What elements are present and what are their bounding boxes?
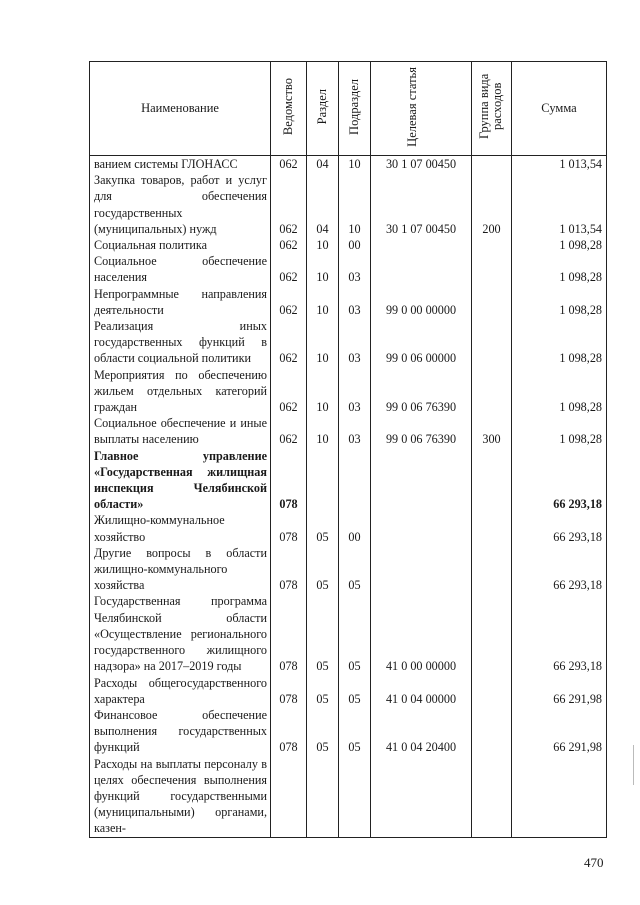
row-celevaya-statya bbox=[371, 512, 472, 544]
row-gruppa-vida-rashodov bbox=[472, 593, 512, 674]
row-celevaya-statya: 99 0 00 00000 bbox=[371, 286, 472, 318]
row-celevaya-statya: 99 0 06 76390 bbox=[371, 415, 472, 447]
row-razdel: 04 bbox=[307, 172, 339, 237]
row-podrazdel: 03 bbox=[339, 253, 371, 285]
row-gruppa-vida-rashodov bbox=[472, 286, 512, 318]
row-razdel: 10 bbox=[307, 286, 339, 318]
row-razdel: 05 bbox=[307, 593, 339, 674]
table-row bbox=[90, 707, 607, 756]
row-razdel: 10 bbox=[307, 367, 339, 416]
row-podrazdel: 00 bbox=[339, 237, 371, 253]
row-vedomstvo: 062 bbox=[271, 367, 307, 416]
row-podrazdel: 10 bbox=[339, 156, 371, 173]
row-razdel: 10 bbox=[307, 253, 339, 285]
table-row bbox=[90, 756, 607, 838]
row-gruppa-vida-rashodov bbox=[472, 756, 512, 838]
row-podrazdel bbox=[339, 448, 371, 513]
row-celevaya-statya: 41 0 00 00000 bbox=[371, 593, 472, 674]
row-razdel: 05 bbox=[307, 545, 339, 594]
row-podrazdel: 00 bbox=[339, 512, 371, 544]
row-celevaya-statya: 99 0 06 76390 bbox=[371, 367, 472, 416]
table-row bbox=[90, 512, 607, 544]
table-row bbox=[90, 237, 607, 253]
row-name: ванием системы ГЛОНАСС bbox=[90, 156, 271, 173]
row-name: Непрограммные направления деятельности bbox=[90, 286, 271, 318]
header-name: Наименование bbox=[90, 62, 271, 156]
table-row bbox=[90, 593, 607, 674]
page-number: 470 bbox=[584, 855, 604, 870]
row-summa: 1 013,54 bbox=[512, 156, 607, 173]
row-podrazdel: 10 bbox=[339, 172, 371, 237]
row-vedomstvo bbox=[271, 756, 307, 838]
table-row bbox=[90, 172, 607, 237]
row-vedomstvo: 078 bbox=[271, 593, 307, 674]
row-gruppa-vida-rashodov bbox=[472, 675, 512, 707]
scan-margin-mark bbox=[633, 745, 634, 785]
row-name: Государственная программа Челябинской области «Осуществление регионального государственного жилищного надзора» на 2017–2019 годы bbox=[90, 593, 271, 674]
row-gruppa-vida-rashodov bbox=[472, 318, 512, 367]
row-vedomstvo: 062 bbox=[271, 172, 307, 237]
row-summa: 1 013,54 bbox=[512, 172, 607, 237]
row-summa: 1 098,28 bbox=[512, 286, 607, 318]
row-vedomstvo: 062 bbox=[271, 253, 307, 285]
row-celevaya-statya: 41 0 04 00000 bbox=[371, 675, 472, 707]
table-body bbox=[90, 156, 607, 838]
row-celevaya-statya bbox=[371, 253, 472, 285]
row-name: Мероприятия по обеспечению жильем отдельных категорий граждан bbox=[90, 367, 271, 416]
table-row bbox=[90, 253, 607, 285]
row-razdel: 10 bbox=[307, 318, 339, 367]
row-summa: 1 098,28 bbox=[512, 367, 607, 416]
row-name: Социальная политика bbox=[90, 237, 271, 253]
row-razdel: 04 bbox=[307, 156, 339, 173]
row-celevaya-statya bbox=[371, 448, 472, 513]
table-header bbox=[90, 62, 607, 156]
row-vedomstvo: 078 bbox=[271, 707, 307, 756]
row-summa: 66 293,18 bbox=[512, 448, 607, 513]
header-vedomstvo: Ведомство bbox=[271, 62, 307, 156]
row-summa: 1 098,28 bbox=[512, 415, 607, 447]
row-podrazdel: 03 bbox=[339, 415, 371, 447]
row-name: Финансовое обеспечение выполнения государственных функций bbox=[90, 707, 271, 756]
row-name: Реализация иных государственных функций в области социальной политики bbox=[90, 318, 271, 367]
table-row bbox=[90, 156, 607, 173]
table-row bbox=[90, 675, 607, 707]
row-name: Закупка товаров, работ и услуг для обеспечения государственных (муниципальных) нужд bbox=[90, 172, 271, 237]
table-row bbox=[90, 318, 607, 367]
table-row bbox=[90, 286, 607, 318]
row-celevaya-statya: 30 1 07 00450 bbox=[371, 156, 472, 173]
row-summa: 1 098,28 bbox=[512, 253, 607, 285]
table-row bbox=[90, 448, 607, 513]
row-vedomstvo: 062 bbox=[271, 237, 307, 253]
row-summa: 66 293,18 bbox=[512, 512, 607, 544]
row-vedomstvo: 078 bbox=[271, 512, 307, 544]
row-summa: 66 293,18 bbox=[512, 593, 607, 674]
row-summa: 66 293,18 bbox=[512, 545, 607, 594]
row-name: Социальное обеспечение населения bbox=[90, 253, 271, 285]
table-row bbox=[90, 545, 607, 594]
row-razdel: 05 bbox=[307, 707, 339, 756]
row-podrazdel: 03 bbox=[339, 286, 371, 318]
row-razdel bbox=[307, 448, 339, 513]
row-gruppa-vida-rashodov bbox=[472, 253, 512, 285]
row-razdel: 10 bbox=[307, 237, 339, 253]
header-celevaya-statya: Целевая статья bbox=[371, 62, 472, 156]
row-podrazdel: 05 bbox=[339, 545, 371, 594]
row-name: Жилищно-коммунальное хозяйство bbox=[90, 512, 271, 544]
row-podrazdel: 03 bbox=[339, 367, 371, 416]
row-celevaya-statya bbox=[371, 237, 472, 253]
row-summa: 66 291,98 bbox=[512, 707, 607, 756]
row-celevaya-statya: 41 0 04 20400 bbox=[371, 707, 472, 756]
row-name: Главное управление «Государственная жилищная инспекция Челябинской области» bbox=[90, 448, 271, 513]
row-summa: 66 291,98 bbox=[512, 675, 607, 707]
row-razdel: 05 bbox=[307, 512, 339, 544]
row-name: Другие вопросы в области жилищно-коммунального хозяйства bbox=[90, 545, 271, 594]
table-row bbox=[90, 367, 607, 416]
row-vedomstvo: 078 bbox=[271, 448, 307, 513]
budget-table bbox=[89, 61, 607, 838]
header-summa: Сумма bbox=[512, 62, 607, 156]
row-gruppa-vida-rashodov bbox=[472, 448, 512, 513]
row-gruppa-vida-rashodov bbox=[472, 367, 512, 416]
row-vedomstvo: 062 bbox=[271, 415, 307, 447]
row-vedomstvo: 078 bbox=[271, 675, 307, 707]
row-summa bbox=[512, 756, 607, 838]
row-podrazdel: 05 bbox=[339, 593, 371, 674]
row-summa: 1 098,28 bbox=[512, 318, 607, 367]
row-gruppa-vida-rashodov bbox=[472, 545, 512, 594]
row-name: Социальное обеспечение и иные выплаты населению bbox=[90, 415, 271, 447]
row-summa: 1 098,28 bbox=[512, 237, 607, 253]
row-vedomstvo: 062 bbox=[271, 156, 307, 173]
row-name: Расходы общегосударственного характера bbox=[90, 675, 271, 707]
row-name: Расходы на выплаты персоналу в целях обеспечения выполнения функций государственными (муниципальными) органами, казен- bbox=[90, 756, 271, 838]
row-podrazdel: 03 bbox=[339, 318, 371, 367]
row-podrazdel bbox=[339, 756, 371, 838]
row-gruppa-vida-rashodov bbox=[472, 512, 512, 544]
row-razdel: 05 bbox=[307, 675, 339, 707]
row-celevaya-statya bbox=[371, 545, 472, 594]
header-razdel: Раздел bbox=[307, 62, 339, 156]
row-gruppa-vida-rashodov bbox=[472, 237, 512, 253]
header-podrazdel: Подраздел bbox=[339, 62, 371, 156]
row-podrazdel: 05 bbox=[339, 675, 371, 707]
row-vedomstvo: 062 bbox=[271, 286, 307, 318]
row-podrazdel: 05 bbox=[339, 707, 371, 756]
row-gruppa-vida-rashodov: 300 bbox=[472, 415, 512, 447]
row-gruppa-vida-rashodov: 200 bbox=[472, 172, 512, 237]
row-vedomstvo: 062 bbox=[271, 318, 307, 367]
row-razdel bbox=[307, 756, 339, 838]
header-gruppa-vida-rashodov: Группа вида расходов bbox=[472, 62, 512, 156]
row-celevaya-statya bbox=[371, 756, 472, 838]
row-vedomstvo: 078 bbox=[271, 545, 307, 594]
row-gruppa-vida-rashodov bbox=[472, 156, 512, 173]
row-celevaya-statya: 30 1 07 00450 bbox=[371, 172, 472, 237]
row-razdel: 10 bbox=[307, 415, 339, 447]
row-celevaya-statya: 99 0 06 00000 bbox=[371, 318, 472, 367]
table-row bbox=[90, 415, 607, 447]
row-gruppa-vida-rashodov bbox=[472, 707, 512, 756]
